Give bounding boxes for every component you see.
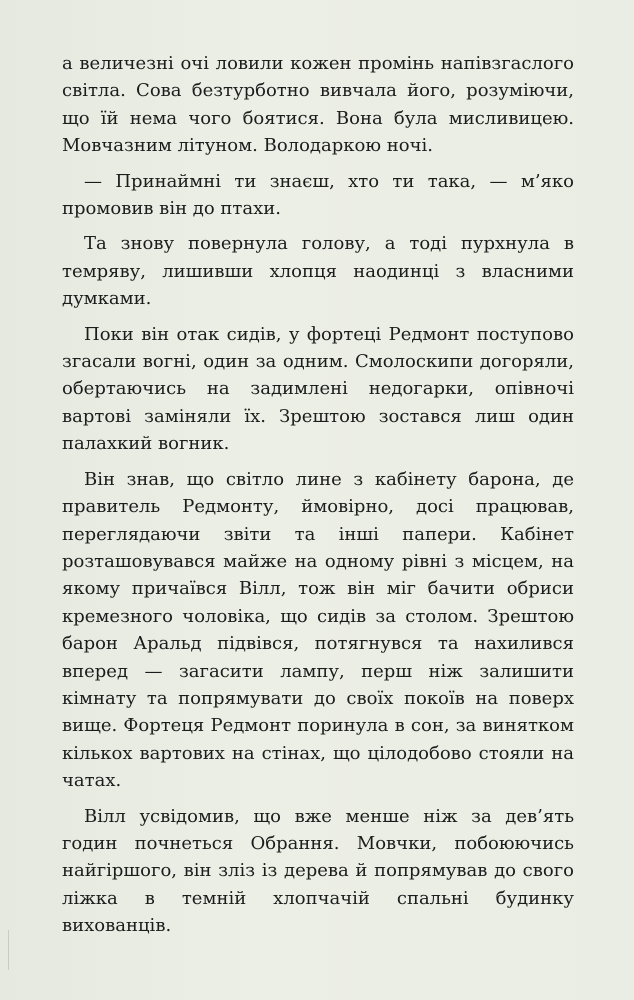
paragraph-4: Поки він отак сидів, у фортеці Редмонт поступово згасали вогні, один за одним. Смолоскипи догоряли, обертаючись на задимлені недогарки, опівночі вартові заміняли їх. Зрештою зостався лиш один палахкий вогник. [62, 323, 574, 455]
paragraph-1: а величезні очі ловили кожен промінь напівзгаслого світла. Сова безтурботно вивчала його, розуміючи, що їй нема чого боятися. Вона була мисливицею. Мовчазним літуном. Володаркою ночі. [62, 53, 574, 157]
paragraph-5: Він знав, що світло лине з кабінету барона, де правитель Редмонту, ймовірно, досі працював, переглядаючи звіти та інші папери. Кабінет розташовувався майже на одному рівні з місцем, на якому причаївся Вілл, тож він міг бачити обриси кремезного чоловіка, що сидів за столом. Зрештою барон Аральд підвівся, потягнувся та нахилився вперед — загасити лампу, перш ніж залишити кімнату та попрямувати до своїх покоїв на поверх вище. Фортеця Редмонт поринула в сон, за винятком кількох вартових на стінах, що цілодобово стояли на чатах. [62, 468, 574, 792]
paragraph-6: Вілл усвідомив, що вже менше ніж за дев’ять годин почнеться Обрання. Мовчки, побоюючись найгіршого, він зліз із дерева й попрямував до свого ліжка в темній хлопчачій спальні будинку вихованців. [62, 805, 574, 937]
page-edge-shadow [8, 930, 9, 970]
paragraph-3: Та знову повернула голову, а тоді пурхнула в темряву, лишивши хлопця наодинці з власними думками. [62, 233, 574, 310]
paragraph-2: — Принаймні ти знаєш, хто ти така, — м’яко промовив він до птахи. [62, 170, 574, 220]
page-text [62, 50, 574, 940]
